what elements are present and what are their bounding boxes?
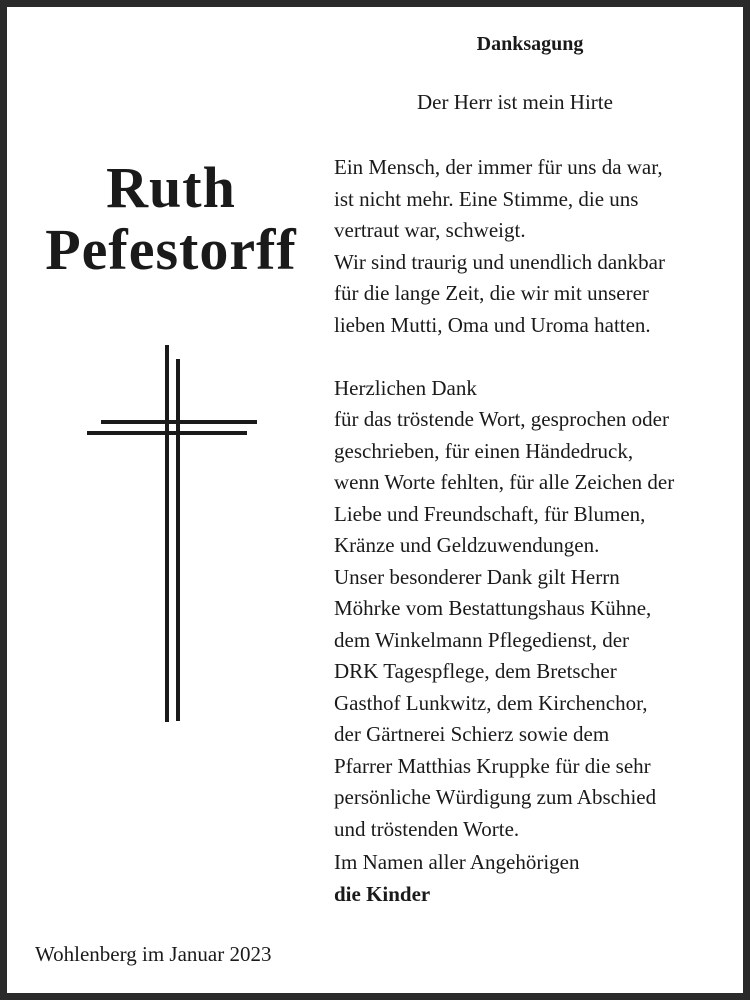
motto: Der Herr ist mein Hirte: [417, 90, 613, 114]
signature-names: die Kinder: [334, 881, 431, 906]
cross-icon: [87, 345, 257, 735]
body-text: [334, 152, 734, 845]
paragraph2-line: Kränze und Geldzuwendungen.: [334, 533, 600, 557]
paragraph2-line: dem Winkelmann Pflegedienst, der: [334, 627, 630, 652]
paragraph1-line: Wir sind traurig und unendlich dankbar: [334, 249, 665, 274]
paragraph1-line: für die lange Zeit, die wir mit unserer: [334, 281, 649, 305]
paragraph2-line: DRK Tagespflege, dem Bretscher: [334, 659, 617, 683]
paragraph2-line: geschrieben, für einen Händedruck,: [334, 438, 634, 463]
deceased-first-name: Ruth: [106, 155, 236, 220]
paragraph1-line: Ein Mensch, der immer für uns da war,: [334, 155, 663, 179]
paragraph2-line: Unser besonderer Dank gilt Herrn: [334, 564, 620, 589]
paragraph2-line: wenn Worte fehlten, für alle Zeichen der: [334, 470, 675, 494]
paragraph2-line: Herzlichen Dank: [334, 375, 477, 400]
paragraph2-line: Gasthof Lunkwitz, dem Kirchenchor,: [334, 690, 648, 715]
deceased-last-name: Pefestorff: [45, 217, 297, 282]
paragraph2-line: der Gärtnerei Schierz sowie dem: [334, 722, 610, 746]
signature-line: Im Namen aller Angehörigen: [334, 850, 580, 874]
paragraph2-line: Möhrke vom Bestattungshaus Kühne,: [334, 596, 652, 620]
signature: [334, 847, 580, 910]
paragraph2-line: und tröstenden Worte.: [334, 816, 520, 841]
paragraph2-line: Pfarrer Matthias Kruppke für die sehr: [334, 753, 651, 778]
heading: Danksagung: [476, 33, 584, 55]
paragraph1-line: ist nicht mehr. Eine Stimme, die uns: [334, 186, 639, 211]
paragraph2-line: Liebe und Freundschaft, für Blumen,: [334, 501, 646, 526]
paragraph1-line: vertraut war, schweigt.: [334, 218, 526, 242]
paragraph-gap: [334, 341, 734, 373]
obituary-card: [7, 7, 743, 993]
place-date: Wohlenberg im Januar 2023: [35, 942, 272, 966]
paragraph2-line: persönliche Würdigung zum Abschied: [334, 785, 657, 809]
paragraph1-line: lieben Mutti, Oma und Uroma hatten.: [334, 312, 651, 337]
paragraph2-line: für das tröstende Wort, gesprochen oder: [334, 407, 669, 431]
